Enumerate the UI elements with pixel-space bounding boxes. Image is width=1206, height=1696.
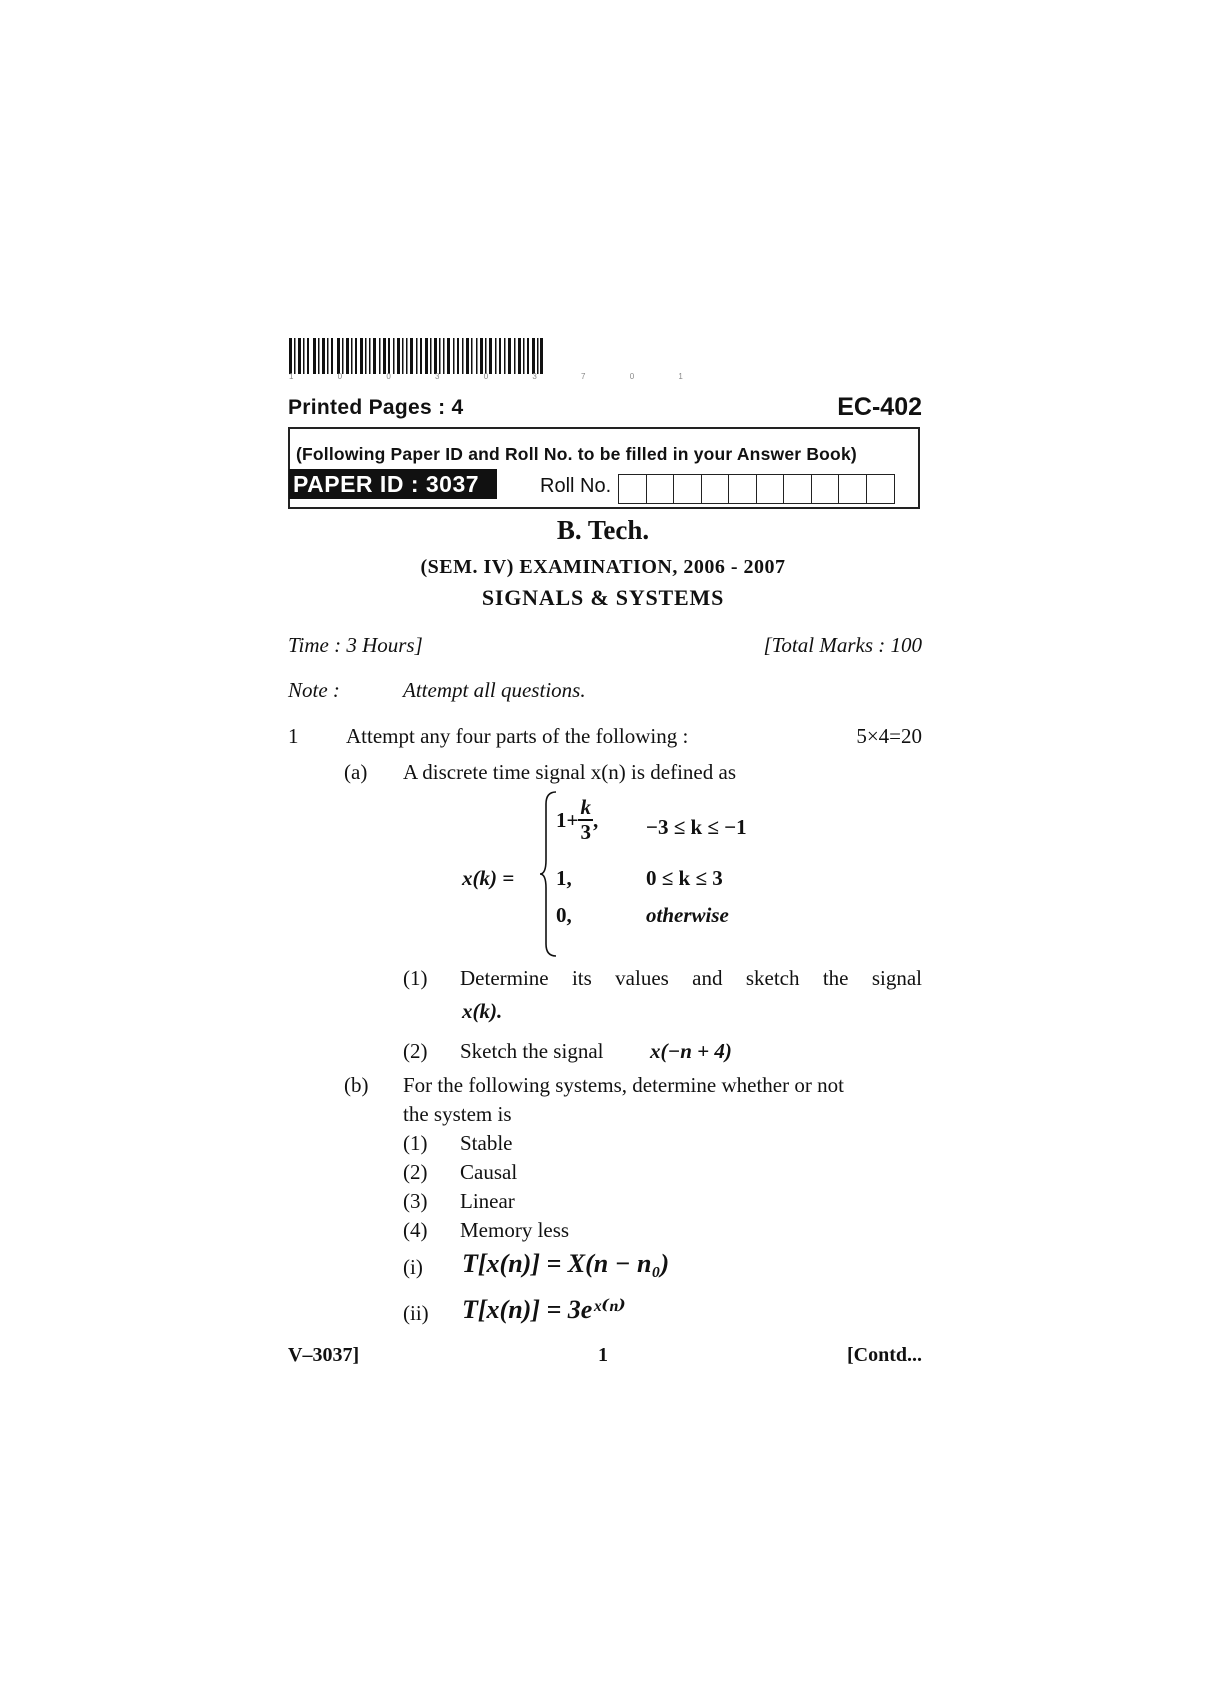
- note-label: Note :: [288, 678, 340, 702]
- eq-i-label: (i): [403, 1255, 423, 1279]
- roll-no-label: Roll No.: [540, 475, 612, 497]
- question-instruction: Attempt any four parts of the following :: [346, 724, 689, 748]
- barcode-digits: 1 0 0 3 0 3 7 0 1: [289, 372, 704, 381]
- roll-box: [784, 475, 812, 503]
- part-a-label: (a): [344, 760, 368, 784]
- sub2-math: x(−n + 4): [650, 1039, 732, 1063]
- question-number: 1: [288, 724, 299, 748]
- sub1-math: x(k).: [462, 999, 503, 1023]
- item-label: (2): [403, 1160, 428, 1184]
- case3-condition: otherwise: [646, 903, 729, 927]
- sub1-label: (1): [403, 966, 428, 990]
- part-b-text-line2: the system is: [403, 1102, 512, 1126]
- eq-ii: T[x(n)] = 3eˣ⁽ⁿ⁾: [462, 1295, 626, 1324]
- sub2-text: Sketch the signal: [460, 1039, 604, 1063]
- eq-i: T[x(n)] = X(n − n₀): [462, 1249, 670, 1278]
- printed-pages: Printed Pages : 4: [288, 396, 464, 419]
- roll-box: [812, 475, 840, 503]
- part-a-text: A discrete time signal x(n) is defined as: [403, 760, 736, 784]
- roll-box: [729, 475, 757, 503]
- item-label: (1): [403, 1131, 428, 1155]
- barcode: [289, 338, 543, 374]
- item-label: (4): [403, 1218, 428, 1242]
- case1-expression: 1+ $\frac{k}{3}$ ,: [556, 795, 599, 845]
- exam-session: (SEM. IV) EXAMINATION, 2006 - 2007: [420, 556, 786, 578]
- roll-box: [867, 475, 895, 503]
- degree-title: B. Tech.: [556, 515, 650, 545]
- item-text: Stable: [460, 1131, 513, 1155]
- case3-expression: 0,: [556, 903, 572, 927]
- part-b-label: (b): [344, 1073, 369, 1097]
- roll-no-boxes: [618, 474, 895, 504]
- sub1-text: Determine its values and sketch the signal: [460, 966, 922, 990]
- question-marks: 5×4=20: [856, 724, 922, 748]
- eq-ii-label: (ii): [403, 1301, 429, 1325]
- exam-time: Time : 3 Hours]: [288, 633, 423, 657]
- paper-id-badge: PAPER ID : 3037: [289, 469, 497, 499]
- case1-numerator: k: [578, 796, 593, 821]
- sub2-label: (2): [403, 1039, 428, 1063]
- subject-title: SIGNALS & SYSTEMS: [481, 585, 725, 610]
- total-marks: [Total Marks : 100: [763, 633, 922, 657]
- roll-box: [674, 475, 702, 503]
- roll-box: [702, 475, 730, 503]
- case2-condition: 0 ≤ k ≤ 3: [646, 866, 723, 890]
- item-text: Linear: [460, 1189, 515, 1213]
- paper-code: EC-402: [837, 393, 922, 421]
- part-b-text-line1: For the following systems, determine whether or not: [403, 1073, 844, 1097]
- page-number: 1: [598, 1344, 608, 1366]
- item-text: Memory less: [460, 1218, 570, 1242]
- item-text: Causal: [460, 1160, 518, 1184]
- equation-lhs: x(k) =: [462, 866, 515, 890]
- roll-box: [839, 475, 867, 503]
- roll-box: [757, 475, 785, 503]
- case1-condition: −3 ≤ k ≤ −1: [646, 815, 747, 839]
- roll-box: [619, 475, 647, 503]
- roll-box: [647, 475, 675, 503]
- continued-marker: [Contd...: [846, 1344, 922, 1366]
- note-text: Attempt all questions.: [403, 678, 586, 702]
- footer-code: V–3037]: [288, 1344, 360, 1366]
- item-label: (3): [403, 1189, 428, 1213]
- answer-book-instruction: (Following Paper ID and Roll No. to be filled in your Answer Book): [296, 444, 857, 464]
- case2-expression: 1,: [556, 866, 572, 890]
- case1-lead: 1+: [556, 807, 579, 832]
- case1-denominator: 3: [580, 820, 591, 845]
- case1-fraction: [578, 796, 593, 844]
